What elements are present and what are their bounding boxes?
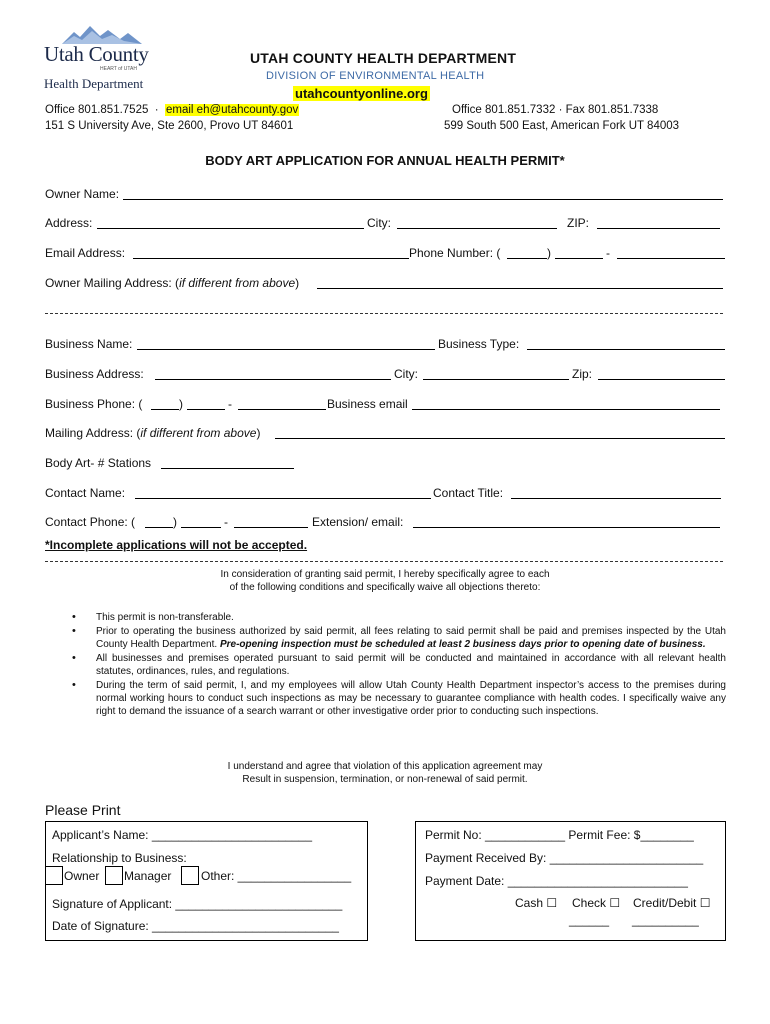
divider-dashed-2 <box>45 561 723 562</box>
consideration-line-1: In consideration of granting said permit, I hereby specifically agree to each <box>220 569 550 580</box>
extension-field[interactable] <box>413 527 720 528</box>
incomplete-warning: *Incomplete applications will not be accepted. <box>45 538 308 552</box>
business-zip-label: Zip: <box>572 367 593 381</box>
business-phone-line-field[interactable] <box>238 409 326 410</box>
business-city-field[interactable] <box>423 379 569 380</box>
phone-dash: - <box>606 246 610 260</box>
signature-field[interactable]: Signature of Applicant: _________________________ <box>52 897 343 911</box>
address-left: 151 S University Ave, Ste 2600, Provo UT 84601 <box>45 120 294 132</box>
address-field[interactable] <box>97 228 364 229</box>
check-checkbox[interactable]: Check ☐ <box>572 896 621 910</box>
city-field[interactable] <box>397 228 557 229</box>
manager-checkbox-label: Manager <box>124 869 172 883</box>
business-mailing-field[interactable] <box>275 438 725 439</box>
business-phone-row <box>45 397 727 413</box>
phone-label: Phone Number: ( <box>409 246 501 260</box>
divider-dashed <box>45 313 723 314</box>
business-phone-area-field[interactable] <box>151 409 179 410</box>
contact-name-label: Contact Name: <box>45 486 126 500</box>
phone-close: ) <box>547 246 551 260</box>
business-city-label: City: <box>394 367 418 381</box>
term-item: • All businesses and premises operated pursuant to said permit will be conducted and maintained in accordance with all relevant health statutes, ordinances, rules, and regulations. <box>96 652 726 678</box>
terms-list <box>96 611 726 719</box>
contact-phone-area-field[interactable] <box>145 527 173 528</box>
business-address-field[interactable] <box>155 379 391 380</box>
office-right: Office 801.851.7332 · Fax 801.851.7338 <box>452 104 659 116</box>
zip-label: ZIP: <box>567 216 590 230</box>
contact-phone-label: Contact Phone: ( <box>45 515 136 529</box>
office-left-phone: Office 801.851.7525 <box>45 104 149 116</box>
contact-title-field[interactable] <box>511 498 721 499</box>
department-title: UTAH COUNTY HEALTH DEPARTMENT <box>250 50 517 66</box>
term-item: • This permit is non-transferable. <box>96 611 726 624</box>
manager-checkbox[interactable] <box>105 866 123 885</box>
phone-area-field[interactable] <box>507 258 547 259</box>
stations-row <box>45 456 345 472</box>
term-item: • Prior to operating the business authorized by said permit, all fees relating to said permit shall be paid and premises inspected by the Utah County Health Department. Pre-opening inspection must be scheduled at least 2 business days prior to opening date of business. <box>96 625 726 651</box>
agreement-line-2: Result in suspension, termination, or non-renewal of said permit. <box>242 774 528 785</box>
city-label: City: <box>367 216 391 230</box>
stations-field[interactable] <box>161 468 294 469</box>
consideration-text <box>0 568 770 594</box>
address-right: 599 South 500 East, American Fork UT 84003 <box>444 120 680 132</box>
business-name-field[interactable] <box>137 349 435 350</box>
email-link[interactable]: email eh@utahcounty.gov <box>166 104 299 116</box>
business-email-field[interactable] <box>412 409 720 410</box>
owner-checkbox[interactable] <box>45 866 63 885</box>
payment-received-field[interactable]: Payment Received By: _______________________ <box>425 851 704 865</box>
business-name-row <box>45 337 727 353</box>
business-phone-dash: - <box>228 397 232 411</box>
business-type-label: Business Type: <box>438 337 520 351</box>
phone-line-field[interactable] <box>617 258 725 259</box>
business-name-label: Business Name: <box>45 337 133 351</box>
owner-name-row <box>45 187 725 203</box>
business-mailing-label: Mailing Address: (if different from above) <box>45 426 261 440</box>
owner-name-field[interactable] <box>123 199 723 200</box>
cash-checkbox[interactable]: Cash ☐ <box>515 896 558 910</box>
relationship-label: Relationship to Business: <box>52 851 187 865</box>
logo-text-county: Utah County <box>44 42 149 66</box>
contact-phone-dash: - <box>224 515 228 529</box>
owner-mailing-label: Owner Mailing Address: (if different from above) <box>45 276 300 290</box>
email-label: Email Address: <box>45 246 126 260</box>
owner-email-row <box>45 246 727 262</box>
applicant-box <box>45 821 368 941</box>
owner-address-row <box>45 216 725 232</box>
business-phone-label: Business Phone: ( <box>45 397 143 411</box>
applicant-name-field[interactable]: Applicant’s Name: ________________________ <box>52 828 312 842</box>
credit-checkbox[interactable]: Credit/Debit ☐ <box>633 896 711 910</box>
business-phone-close: ) <box>179 397 183 411</box>
permit-fields[interactable]: Permit No: ____________ Permit Fee: $________ <box>425 828 694 842</box>
contact-name-row <box>45 486 727 502</box>
logo-text-health: Health Department <box>44 76 144 91</box>
utah-county-logo <box>42 24 160 96</box>
business-type-field[interactable] <box>527 349 725 350</box>
logo-tagline: HEART of UTAH <box>100 66 137 72</box>
business-address-row <box>45 367 727 383</box>
credit-number-blank[interactable]: __________ <box>632 913 699 927</box>
owner-name-label: Owner Name: <box>45 187 120 201</box>
business-zip-field[interactable] <box>598 379 725 380</box>
office-use-box <box>415 821 726 941</box>
business-address-label: Business Address: <box>45 367 144 381</box>
contact-phone-line-field[interactable] <box>234 527 308 528</box>
contact-title-label: Contact Title: <box>433 486 504 500</box>
division-title: DIVISION OF ENVIRONMENTAL HEALTH <box>266 70 485 82</box>
consideration-line-2: of the following conditions and specifically waive all objections thereto: <box>229 582 541 593</box>
address-label: Address: <box>45 216 93 230</box>
phone-prefix-field[interactable] <box>555 258 603 259</box>
contact-name-field[interactable] <box>135 498 431 499</box>
email-field[interactable] <box>133 258 409 259</box>
owner-checkbox-label: Owner <box>64 869 100 883</box>
term-item: • During the term of said permit, I, and my employees will allow Utah County Health Department inspector’s access to the premises during normal working hours to conduct such inspections as may be necessary to guarantee compliance with health codes. I specifically waive any right to demand the issuance of a search warrant or other investigative order prior to conducting such inspections. <box>96 679 726 718</box>
contact-phone-row <box>45 515 727 531</box>
contact-phone-close: ) <box>173 515 177 529</box>
agreement-text <box>0 760 770 786</box>
form-title: BODY ART APPLICATION FOR ANNUAL HEALTH PERMIT* <box>205 153 565 168</box>
payment-date-field[interactable]: Payment Date: ___________________________ <box>425 874 688 888</box>
website-link[interactable]: utahcountyonline.org <box>295 86 428 101</box>
extension-label: Extension/ email: <box>312 515 404 529</box>
office-left: Office 801.851.7525 · email eh@utahcounty.gov <box>45 104 299 116</box>
stations-label: Body Art- # Stations <box>45 456 152 470</box>
zip-field[interactable] <box>597 228 720 229</box>
business-email-label: Business email <box>327 397 408 411</box>
please-print-heading: Please Print <box>45 802 121 818</box>
other-field[interactable]: Other: _________________ <box>201 869 352 883</box>
business-phone-prefix-field[interactable] <box>187 409 225 410</box>
other-checkbox[interactable] <box>181 866 199 885</box>
agreement-line-1: I understand and agree that violation of this application agreement may <box>227 761 543 772</box>
owner-mailing-row <box>45 276 725 292</box>
business-mailing-row <box>45 426 727 442</box>
contact-phone-prefix-field[interactable] <box>181 527 221 528</box>
owner-mailing-field[interactable] <box>317 288 723 289</box>
check-number-blank[interactable]: ______ <box>569 913 610 927</box>
signature-date-field[interactable]: Date of Signature: ____________________________ <box>52 919 339 933</box>
